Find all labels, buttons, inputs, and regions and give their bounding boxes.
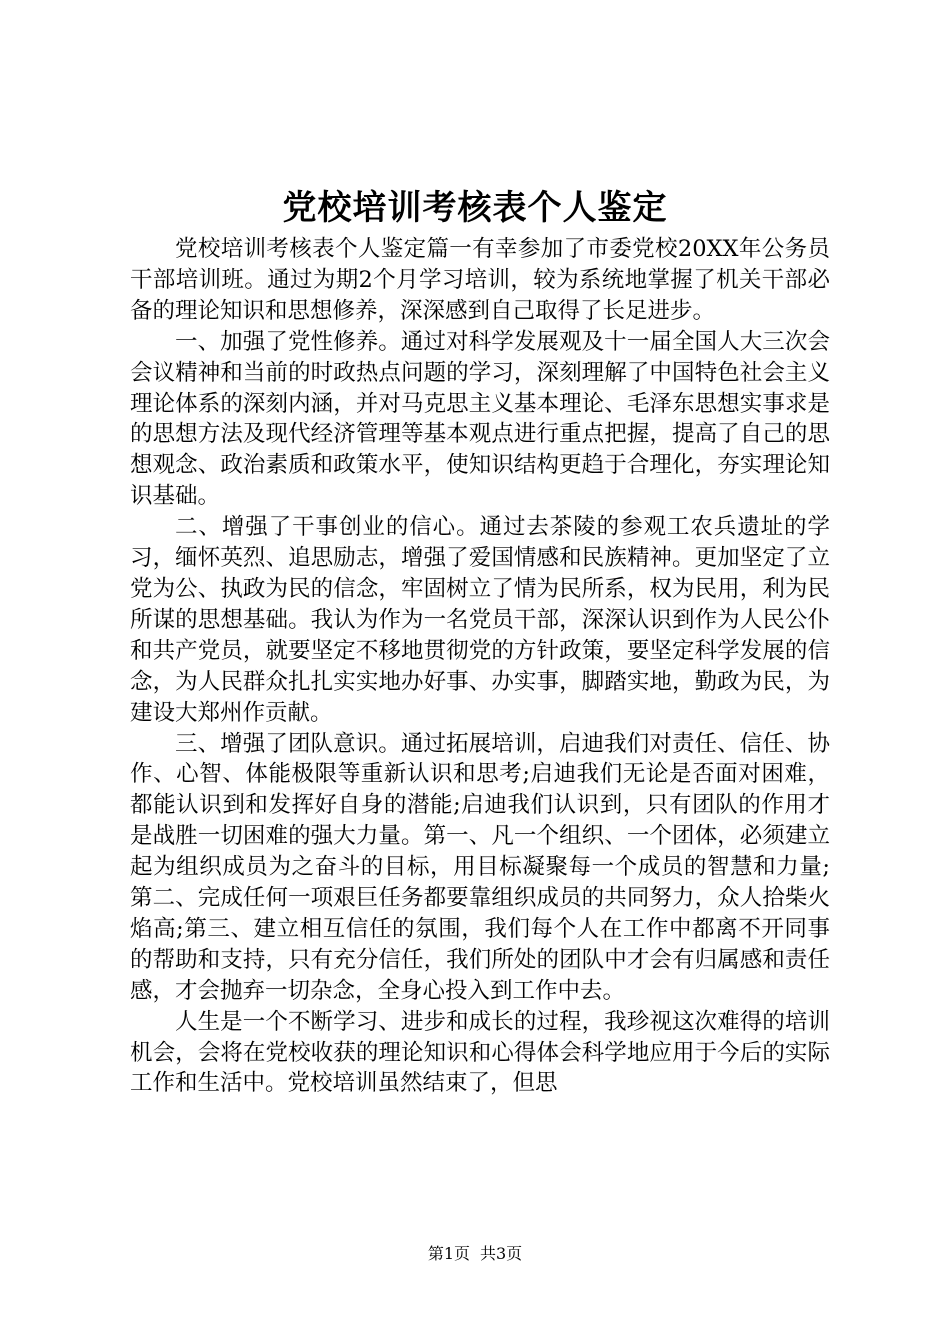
- page-number: 第1页: [427, 1244, 470, 1263]
- paragraph-party-spirit: 一、加强了党性修养。通过对科学发展观及十一届全国人大三次会会议精神和当前的时政热点问题的学习，深刻理解了中国特色社会主义理论体系的深刻内涵，并对马克思主义基本理论、毛泽东思想实事求是的思想方法及现代经济管理等基本观点进行重点把握，提高了自己的思想观念、政治素质和政策水平，使知识结构更趋于合理化，夯实理论知识基础。: [130, 328, 830, 510]
- page-footer: [0, 1244, 950, 1264]
- document-body: [130, 234, 830, 1099]
- paragraph-intro: 党校培训考核表个人鉴定篇一有幸参加了市委党校20XX年公务员干部培训班。通过为期2个月学习培训，较为系统地掌握了机关干部必备的理论知识和思想修养，深深感到自己取得了长足进步。: [130, 236, 830, 324]
- paragraph-conclusion: 人生是一个不断学习、进步和成长的过程，我珍视这次难得的培训机会，会将在党校收获的理论知识和心得体会科学地应用于今后的实际工作和生活中。党校培训虽然结束了，但思: [130, 1008, 830, 1097]
- paragraph-confidence: 二、增强了干事创业的信心。通过去茶陵的参观工农兵遗址的学习，缅怀英烈、追思励志，增强了爱国情感和民族精神。更加坚定了立党为公、执政为民的信念，牢固树立了情为民所系，权为民用，利为民所谋的思想基础。我认为作为一名党员干部，深深认识到作为人民公仆和共产党员，就要坚定不移地贯彻党的方针政策，要坚定科学发展的信念，为人民群众扎扎实实地办好事、办实事，脚踏实地，勤政为民，为建设大郑州作贡献。: [130, 514, 830, 726]
- page-total: 共3页: [480, 1244, 523, 1263]
- document-title: 党校培训考核表个人鉴定: [282, 188, 668, 228]
- paragraph-team-awareness: 三、增强了团队意识。通过拓展培训，启迪我们对责任、信任、协作、心智、体能极限等重新认识和思考;启迪我们无论是否面对困难，都能认识到和发挥好自身的潜能;启迪我们认识到，只有团队的作用才是战胜一切困难的强大力量。第一、凡一个组织、一个团体，必须建立起为组织成员为之奋斗的目标，用目标凝聚每一个成员的智慧和力量;第二、完成任何一项艰巨任务都要靠组织成员的共同努力，众人拾柴火焰高;第三、建立相互信任的氛围，我们每个人在工作中都离不开同事的帮助和支持，只有充分信任，我们所处的团队中才会有归属感和责任感，才会抛弃一切杂念，全身心投入到工作中去。: [130, 730, 830, 1004]
